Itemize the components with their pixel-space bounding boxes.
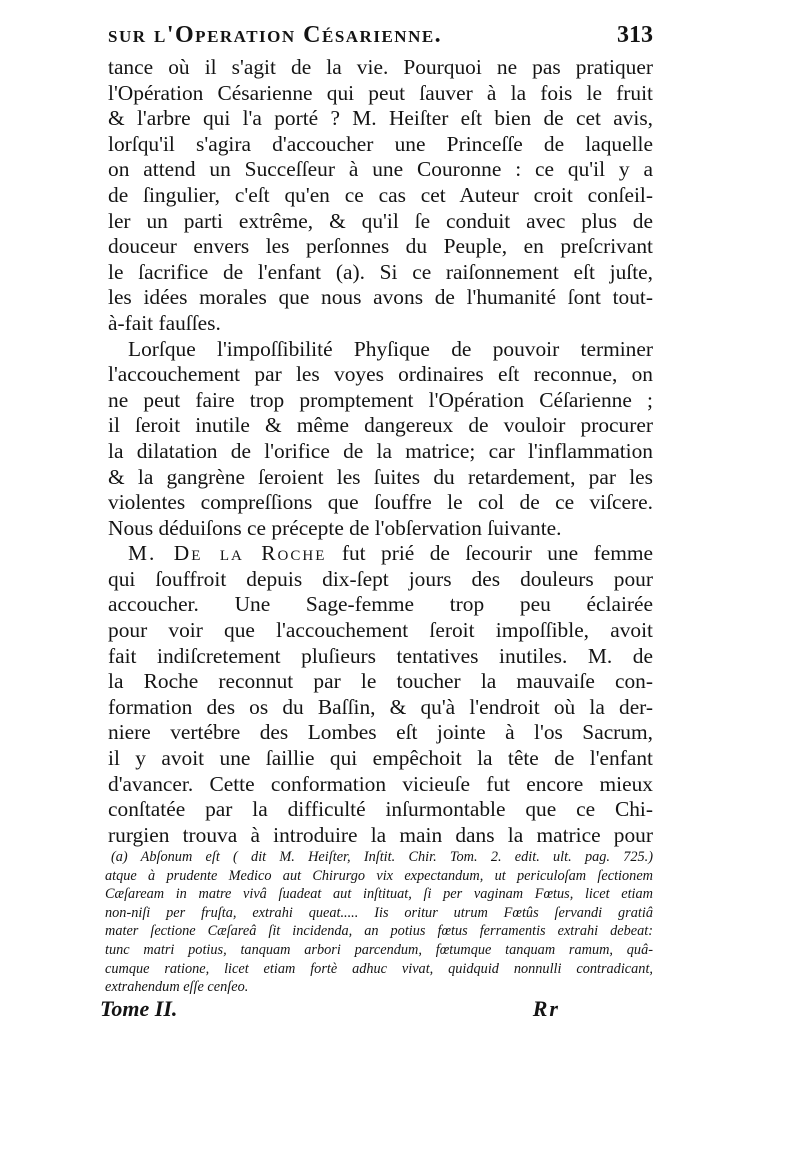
text-line: la dilatation de l'orifice de la matrice; car l'inflammation — [108, 438, 653, 463]
text-line: de ſingulier, c'eſt qu'en ce cas cet Auteur croit conſeil- — [108, 182, 653, 207]
page-footer — [100, 996, 560, 1028]
footnote-line: atque à prudente Medico aut Chirurgo vix expectandum, ut periculoſam ſectionem — [105, 867, 653, 884]
text-line: qui ſouffroit depuis dix-ſept jours des douleurs pour — [108, 566, 653, 591]
paragraph-3 — [108, 541, 653, 848]
text-line: l'accouchement par les voyes ordinaires eſt reconnue, on — [108, 362, 653, 387]
text-line: Nous déduiſons ce précepte de l'obſervation ſuivante. — [108, 515, 562, 540]
text-line: lorſqu'il s'agira d'accoucher une Princeſſe de laquelle — [108, 131, 653, 156]
text-line: ne peut faire trop promptement l'Opération Céſarienne ; — [108, 387, 653, 412]
text-line: on attend un Succeſſeur à une Couronne : ce qu'il y a — [108, 157, 653, 182]
text-line: violentes compreſſions que ſouffre le col de ce viſcere. — [108, 490, 653, 515]
text-line: la Roche reconnut par le toucher la mauvaiſe con- — [108, 669, 653, 694]
paragraph-2 — [108, 337, 653, 542]
running-head: sur l'Operation Césarienne. — [108, 22, 443, 48]
text-line: accoucher. Une Sage-femme trop peu éclairée — [108, 592, 653, 617]
volume-label: Tome II. — [100, 996, 178, 1021]
main-text — [108, 55, 653, 848]
page-number: 313 — [617, 22, 653, 48]
text-line: d'avancer. Cette conformation vicieuſe fut encore mieux — [108, 771, 653, 796]
text-line: ler un parti extrême, & qu'il ſe conduit avec plus de — [108, 208, 653, 233]
text-line: & la gangrène ſeroient les ſuites du retardement, par les — [108, 464, 653, 489]
person-name: M. De la Roche — [128, 541, 327, 566]
footnote-line: mater ſectione Cæſareâ ſit incidenda, an potius fœtus ferramentis extrahi debeat: — [105, 923, 653, 940]
text-line: le ſacrifice de l'enfant (a). Si ce raiſonnement eſt juſte, — [108, 259, 653, 284]
footnote-line: cumque ratione, licet etiam fortè adhuc vivat, quidquid nonnulli contradicant, — [105, 960, 653, 977]
text-line: niere vertébre des Lombes eſt jointe à l'os Sacrum, — [108, 720, 653, 745]
text-line: les idées morales que nous avons de l'humanité ſont tout- — [108, 285, 653, 310]
text-line: il y avoit une ſaillie qui empêchoit la tête de l'enfant — [108, 746, 653, 771]
text-line: fait indiſcretement pluſieurs tentatives inutiles. M. de — [108, 643, 653, 668]
page-header — [108, 22, 653, 56]
footnote-line: non-niſi per fruſta, extrahi queat..... Iis oritur utrum Fœtûs ſervandi gratiâ — [105, 904, 653, 921]
text-line: conſtatée par la difficulté inſurmontable que ce Chi- — [108, 797, 653, 822]
text-line: douceur envers les perſonnes du Peuple, en preſcrivant — [108, 234, 653, 259]
footnote-line: Cæſaream in matre vivâ ſuadeat aut inſtituat, ſi per vaginam Fœtus, licet etiam — [105, 886, 653, 903]
text-line — [108, 541, 653, 567]
text-line: l'Opération Césarienne qui peut ſauver à la fois le fruit — [108, 80, 653, 105]
text-line: rurgien trouva à introduire la main dans la matrice pour — [108, 822, 653, 847]
text-line: & l'arbre qui l'a porté ? M. Heiſter eſt bien de cet avis, — [108, 106, 653, 131]
text-line: tance où il s'agit de la vie. Pourquoi ne pas pratiquer — [108, 55, 653, 79]
text-line: à-fait fauſſes. — [108, 310, 221, 335]
footnote-line: extrahendum eſſe cenſeo. — [105, 979, 249, 996]
footnote-line: (a) Abſonum eſt ( dit M. Heiſter, Inſtit. Chir. Tom. 2. edit. ult. pag. 725.) — [111, 849, 653, 865]
text-line: pour voir que l'accouchement ſeroit impoſſible, avoit — [108, 618, 653, 643]
signature-mark: Rr — [532, 996, 560, 1021]
text-fragment: fut prié de ſecourir une femme — [326, 541, 653, 566]
text-line: il ſeroit inutile & même dangereux de vouloir procurer — [108, 413, 653, 438]
footnote-block — [105, 848, 653, 997]
text-line: formation des os du Baſſin, & qu'à l'endroit où la der- — [108, 694, 653, 719]
paragraph-1 — [108, 55, 653, 337]
text-line: Lorſque l'impoſſibilité Phyſique de pouvoir terminer — [128, 336, 653, 361]
footnote-line: tunc matri potius, tanquam arbori parcendum, fœtumque tanquam ramum, quâ- — [105, 941, 653, 958]
